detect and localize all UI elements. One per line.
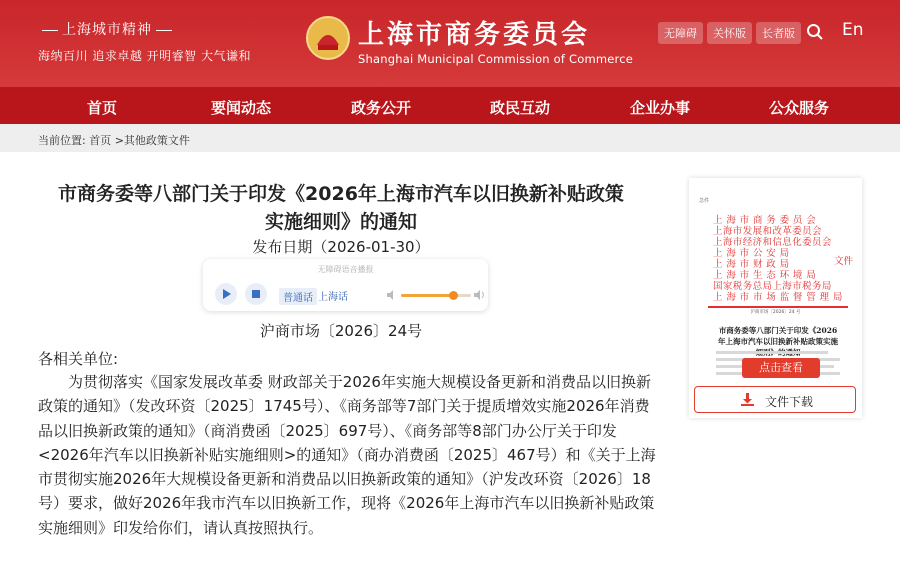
view-document-button[interactable]: 点击查看 bbox=[742, 358, 820, 378]
breadcrumb-home[interactable]: 首页 bbox=[89, 134, 112, 147]
document-number: 沪商市场〔2026〕24号 bbox=[259, 322, 423, 340]
audio-player bbox=[203, 259, 488, 311]
search-icon[interactable] bbox=[806, 23, 824, 41]
document-preview[interactable] bbox=[696, 181, 855, 413]
article-title-line1: 市商务委等八部门关于印发《2026年上海市汽车以旧换新补贴政策 bbox=[58, 183, 624, 205]
nav-item-news[interactable]: 要闻动态 bbox=[211, 99, 272, 117]
site-brand[interactable] bbox=[358, 14, 633, 66]
document-preview-card[interactable] bbox=[689, 178, 862, 418]
urgency-label: 急件 bbox=[699, 198, 710, 204]
breadcrumb-label: 当前位置: bbox=[38, 134, 90, 147]
spirit-title: 上海城市精神 bbox=[62, 22, 152, 38]
red-divider bbox=[708, 306, 848, 308]
org: 上 海 市 生 态 环 境 局 bbox=[713, 270, 817, 281]
addressee: 各相关单位: bbox=[38, 350, 119, 368]
mandarin-option[interactable]: 普通话 bbox=[279, 288, 317, 305]
issuing-orgs bbox=[713, 215, 843, 303]
download-label: 文件下载 bbox=[765, 395, 814, 409]
nav-item-business[interactable]: 企业办事 bbox=[630, 99, 691, 117]
breadcrumb bbox=[0, 124, 900, 152]
preview-doc-title: 市商务委等八部门关于印发《2026年上海市汽车以旧换新补贴政策实施 bbox=[718, 326, 838, 346]
nav-item-public[interactable]: 公众服务 bbox=[769, 99, 830, 117]
site-name-cn: 上海市商务委员会 bbox=[358, 20, 591, 50]
article-title-line2: 实施细则》的通知 bbox=[264, 211, 417, 233]
play-icon[interactable] bbox=[215, 283, 237, 305]
nav-item-home[interactable]: 首页 bbox=[87, 99, 118, 117]
language-switch[interactable]: En bbox=[842, 20, 864, 40]
volume-slider[interactable] bbox=[401, 294, 471, 297]
main-content bbox=[0, 152, 900, 579]
org: 上 海 市 财 政 局 bbox=[713, 259, 790, 270]
org: 上海市经济和信息化委员会 bbox=[713, 237, 832, 248]
org: 上 海 市 公 安 局 bbox=[713, 248, 790, 259]
emblem-icon[interactable] bbox=[305, 15, 351, 61]
site-name-en: Shanghai Municipal Commission of Commerce bbox=[358, 52, 634, 66]
org: 上海市发展和改革委员会 bbox=[713, 226, 822, 237]
nav-item-gov-info[interactable]: 政务公开 bbox=[351, 99, 412, 117]
article-body: 为贯彻落实《国家发展改革委 财政部关于2026年实施大规模设备更新和消费品以旧换新政策的通知》（发改环资〔2025〕1745号）、《商务部等7部门关于提质增效实施2026年消费品以旧换新政策的通知》（商消费函〔2025〕697号）、《商务部等8部门办公厅关于印发<2026年汽车以旧换新补贴实施细则>的通知》（商办消费函〔2025〕467号）和《关于上海市贯彻实施2026年大规模设备更新和消费品以旧换新政策的通知》（沪发改环资〔2026〕18号）要求，做好2026年我市汽车以旧换新工作，现将《2026年上海市汽车以旧换新补贴政策实施细则》印发给你们，请认真按照执行。 bbox=[38, 373, 656, 537]
nav-item-interaction[interactable]: 政民互动 bbox=[490, 99, 551, 117]
org: 上 海 市 市 场 监 督 管 理 局 bbox=[713, 292, 843, 303]
site-header bbox=[0, 0, 900, 87]
volume-knob[interactable] bbox=[449, 291, 458, 300]
download-button[interactable] bbox=[694, 386, 856, 413]
elder-mode-button[interactable]: 长者版 bbox=[756, 22, 801, 44]
article-title bbox=[30, 180, 652, 236]
care-mode-button[interactable]: 关怀版 bbox=[707, 22, 752, 44]
volume-high-icon[interactable] bbox=[473, 290, 485, 300]
download-icon bbox=[740, 392, 755, 407]
org: 上 海 市 商 务 委 员 会 bbox=[713, 215, 817, 226]
preview-doc-number: 沪商市场〔2026〕24 号 bbox=[750, 310, 801, 315]
player-caption: 无障碍语音播报 bbox=[317, 265, 374, 274]
breadcrumb-current[interactable]: >其他政策文件 bbox=[114, 134, 190, 147]
shanghainese-option[interactable]: 上海话 bbox=[318, 292, 348, 303]
volume-low-icon[interactable] bbox=[386, 290, 398, 300]
publish-date: 发布日期（2026-01-30） bbox=[252, 238, 430, 256]
spirit-values: 海纳百川 追求卓越 开明睿智 大气谦和 bbox=[38, 49, 251, 63]
wen-label: 文件 bbox=[834, 256, 854, 267]
city-spirit bbox=[38, 19, 251, 64]
main-nav bbox=[0, 87, 900, 124]
volume-fill bbox=[401, 294, 454, 297]
stop-icon[interactable] bbox=[245, 283, 267, 305]
org: 国家税务总局上海市税务局 bbox=[713, 281, 832, 292]
accessibility-button[interactable]: 无障碍 bbox=[658, 22, 703, 44]
accessibility-buttons bbox=[658, 22, 801, 44]
